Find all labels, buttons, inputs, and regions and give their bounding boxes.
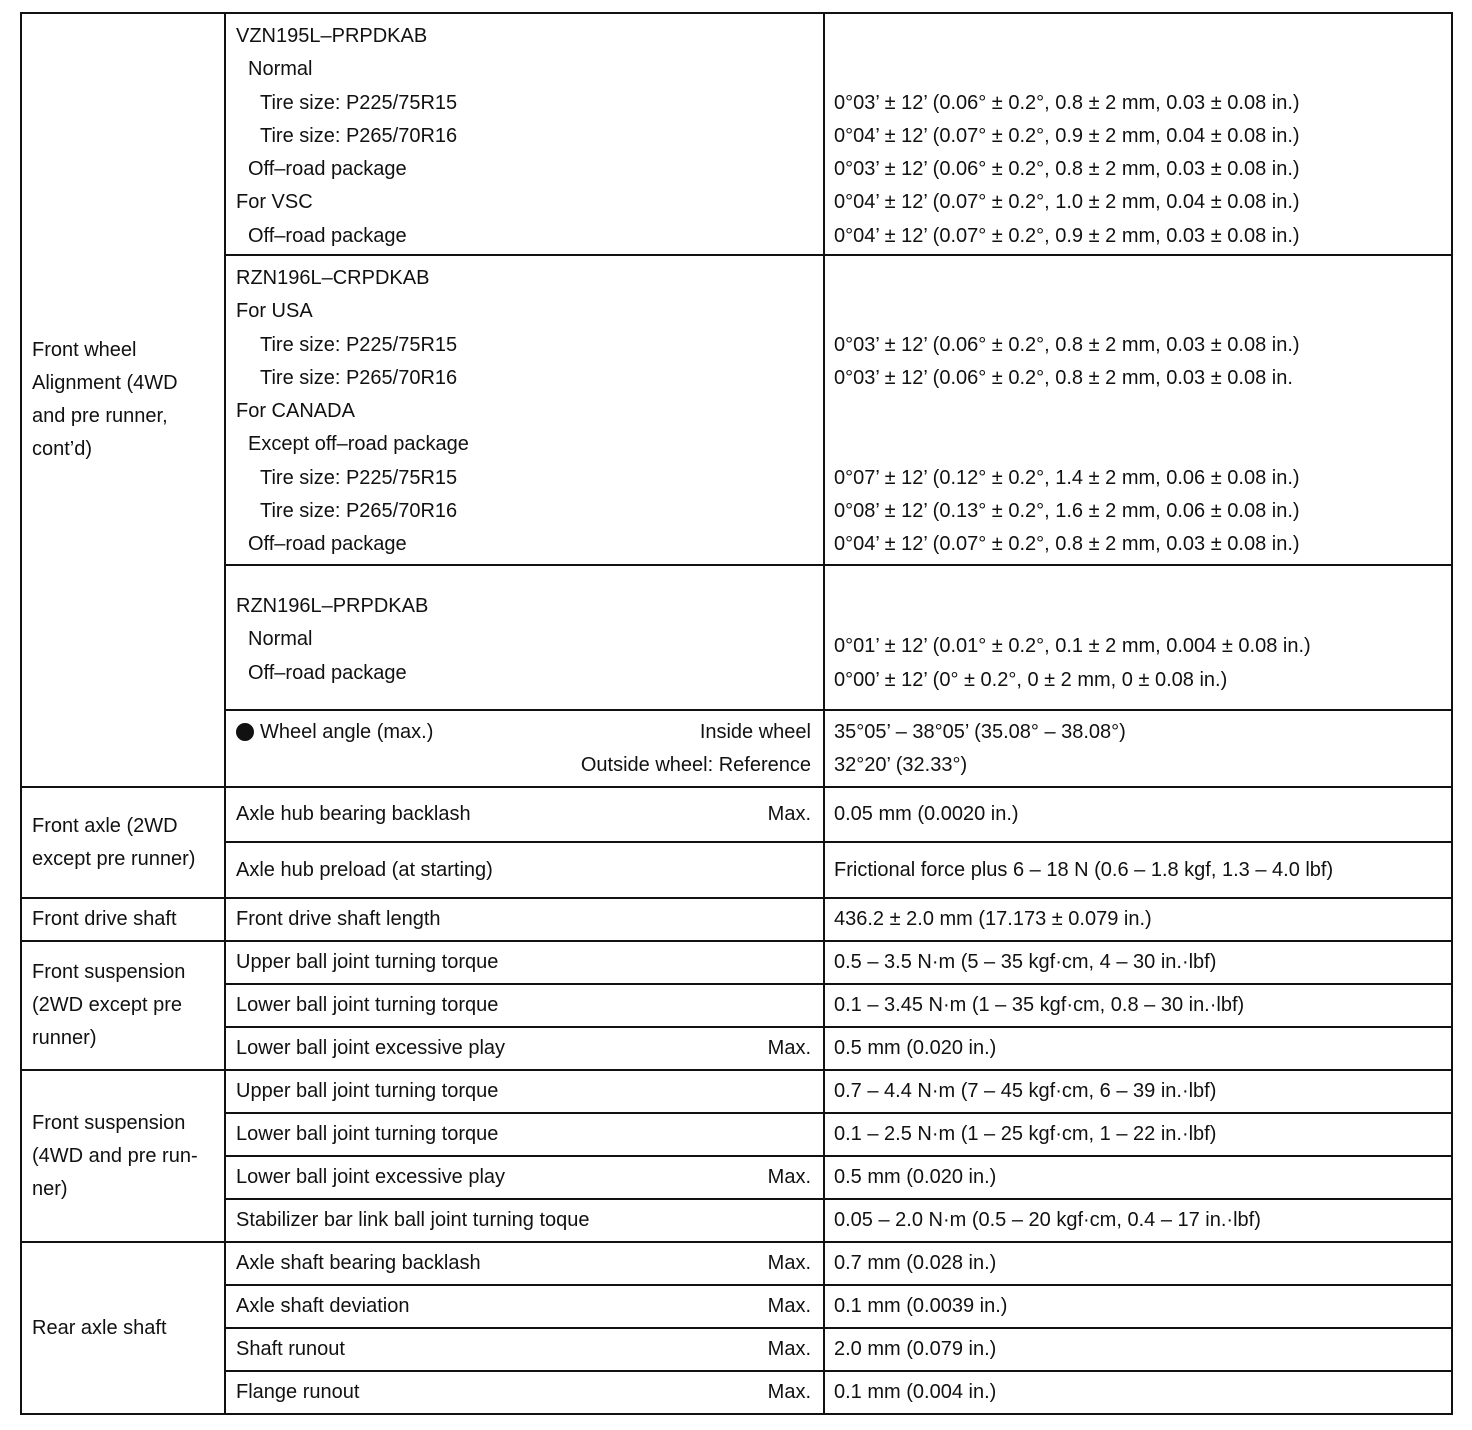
item-wrap [226, 951, 823, 974]
item-cell [225, 1328, 824, 1371]
group3-value-offroad: 0°00’ ± 12’ (0° ± 0.2°, 0 ± 2 mm, 0 ± 0.08 in.) [834, 668, 1228, 691]
value-cell: 0.7 – 4.4 N·m (7 – 45 kgf·cm, 6 – 39 in.·lbf) [824, 1070, 1452, 1113]
alignment-group-3-values [824, 565, 1452, 710]
item-cell [225, 787, 824, 842]
group3-model: RZN196L–PRPDKAB [236, 595, 429, 617]
item-limit: Max. [767, 1166, 811, 1188]
alignment-label: Tire size: P225/75R15 [260, 466, 458, 489]
item-cell [225, 898, 824, 941]
item-wrap [226, 859, 823, 882]
outside-wheel-value: 32°20’ (32.33°) [834, 753, 968, 776]
item-cell [225, 941, 824, 984]
alignment-label: RZN196L–CRPDKAB [236, 267, 430, 289]
item-name: Upper ball joint turning torque [236, 1080, 499, 1102]
wheel-angle-outside-row [226, 749, 823, 782]
value-cell: 0.5 mm (0.020 in.) [824, 1027, 1452, 1070]
category-front-wheel-alignment: Front wheel Alignment (4WD and pre runner, cont’d) [21, 13, 225, 787]
alignment-label: Off–road package [248, 158, 407, 181]
alignment-label: Tire size: P265/70R16 [260, 124, 458, 147]
item-wrap [226, 1381, 823, 1404]
item-limit: Max. [767, 1037, 811, 1059]
alignment-label: Tire size: P265/70R16 [260, 500, 458, 523]
alignment-value: 0°03’ ± 12’ (0.06° ± 0.2°, 0.8 ± 2 mm, 0.03 ± 0.08 in.) [834, 158, 1300, 181]
item-wrap [226, 1123, 823, 1146]
spec-row [21, 1285, 1452, 1328]
alignment-label: Normal [248, 58, 313, 81]
wheel-angle-inside-row [226, 716, 823, 749]
alignment-group-3-labels [225, 565, 824, 710]
item-name: Lower ball joint turning torque [236, 1123, 499, 1145]
wheel-angle-values [824, 710, 1452, 787]
alignment-value [825, 295, 1451, 328]
value-cell: 0.05 – 2.0 N·m (0.5 – 20 kgf·cm, 0.4 – 17 in.·lbf) [824, 1199, 1452, 1242]
section-category: Front axle (2WD except pre runner) [21, 787, 225, 898]
alignment-label: Except off–road package [248, 433, 469, 456]
wheel-angle-label: Wheel angle (max.) [260, 720, 434, 743]
group-labels [226, 20, 823, 253]
item-name: Lower ball joint excessive play [236, 1166, 506, 1188]
item-cell [225, 1156, 824, 1199]
wheel-angle-label-wrap [236, 716, 433, 749]
spec-row [21, 1328, 1452, 1371]
item-name: Front drive shaft length [236, 908, 441, 930]
spec-row [21, 1199, 1452, 1242]
alignment-label: Off–road package [248, 224, 407, 247]
alignment-group-3-row [21, 565, 1452, 710]
alignment-value: 0°04’ ± 12’ (0.07° ± 0.2°, 0.9 ± 2 mm, 0.03 ± 0.08 in.) [834, 224, 1300, 247]
item-wrap [226, 908, 823, 931]
item-wrap [226, 803, 823, 826]
item-name: Flange runout [236, 1381, 360, 1403]
item-cell [225, 1285, 824, 1328]
value-cell: 0.1 mm (0.004 in.) [824, 1371, 1452, 1414]
item-cell [225, 1199, 824, 1242]
spec-row [21, 842, 1452, 898]
group-values [825, 262, 1451, 562]
item-limit: Max. [767, 1338, 811, 1360]
section-category: Front suspension (4WD and pre run- ner) [21, 1070, 225, 1242]
alignment-group-1-row [21, 13, 1452, 255]
section-category: Front drive shaft [21, 898, 225, 941]
alignment-value: 0°03’ ± 12’ (0.06° ± 0.2°, 0.8 ± 2 mm, 0.03 ± 0.08 in. [834, 366, 1293, 389]
alignment-label: VZN195L–PRPDKAB [236, 25, 428, 47]
item-cell [225, 1371, 824, 1414]
inside-wheel-value: 35°05’ – 38°05’ (35.08° – 38.08°) [834, 720, 1126, 743]
alignment-value [825, 262, 1451, 295]
alignment-label: Tire size: P225/75R15 [260, 333, 458, 356]
item-name: Stabilizer bar link ball joint turning toque [236, 1209, 590, 1231]
alignment-group-2-labels [225, 255, 824, 565]
spec-row [21, 787, 1452, 842]
item-name: Lower ball joint excessive play [236, 1037, 506, 1059]
value-cell: 0.7 mm (0.028 in.) [824, 1242, 1452, 1285]
alignment-value [825, 20, 1451, 53]
spec-row [21, 984, 1452, 1027]
value-cell: 0.1 – 2.5 N·m (1 – 25 kgf·cm, 1 – 22 in.·lbf) [824, 1113, 1452, 1156]
spec-row [21, 1371, 1452, 1414]
alignment-value: 0°04’ ± 12’ (0.07° ± 0.2°, 0.9 ± 2 mm, 0.04 ± 0.08 in.) [834, 124, 1300, 147]
spec-row [21, 1156, 1452, 1199]
item-name: Axle shaft bearing backlash [236, 1252, 481, 1274]
item-name: Axle shaft deviation [236, 1295, 410, 1317]
item-limit: Max. [767, 803, 811, 825]
value-cell: 0.05 mm (0.0020 in.) [824, 787, 1452, 842]
item-name: Upper ball joint turning torque [236, 951, 499, 973]
value-cell: 0.5 – 3.5 N·m (5 – 35 kgf·cm, 4 – 30 in.·lbf) [824, 941, 1452, 984]
spec-row [21, 1070, 1452, 1113]
item-name: Axle hub bearing backlash [236, 803, 471, 825]
group3-value-normal: 0°01’ ± 12’ (0.01° ± 0.2°, 0.1 ± 2 mm, 0.004 ± 0.08 in.) [834, 635, 1311, 658]
alignment-value: 0°03’ ± 12’ (0.06° ± 0.2°, 0.8 ± 2 mm, 0.03 ± 0.08 in.) [834, 91, 1300, 114]
group3-normal: Normal [248, 628, 313, 651]
alignment-value: 0°04’ ± 12’ (0.07° ± 0.2°, 1.0 ± 2 mm, 0.04 ± 0.08 in.) [834, 191, 1300, 214]
alignment-group-2-row [21, 255, 1452, 565]
wheel-angle-labels [225, 710, 824, 787]
spec-table-body [21, 13, 1452, 1414]
alignment-value: 0°07’ ± 12’ (0.12° ± 0.2°, 1.4 ± 2 mm, 0.06 ± 0.08 in.) [834, 466, 1300, 489]
spec-row [21, 1113, 1452, 1156]
item-cell [225, 1113, 824, 1156]
item-wrap [226, 1080, 823, 1103]
alignment-label: For CANADA [236, 400, 355, 423]
item-cell [225, 1070, 824, 1113]
alignment-label: For USA [236, 300, 313, 323]
item-name: Axle hub preload (at starting) [236, 858, 493, 881]
item-limit: Max. [767, 1295, 811, 1317]
alignment-value [825, 428, 1451, 461]
value-cell: 436.2 ± 2.0 mm (17.173 ± 0.079 in.) [824, 898, 1452, 941]
alignment-group-1-labels [225, 13, 824, 255]
item-wrap [226, 1166, 823, 1189]
item-name: Shaft runout [236, 1338, 345, 1360]
group-labels [226, 262, 823, 562]
spec-row [21, 1242, 1452, 1285]
value-cell: 0.5 mm (0.020 in.) [824, 1156, 1452, 1199]
item-limit: Max. [767, 1252, 811, 1274]
item-wrap [226, 1252, 823, 1275]
spec-row [21, 898, 1452, 941]
value-cell: 0.1 – 3.45 N·m (1 – 35 kgf·cm, 0.8 – 30 in.·lbf) [824, 984, 1452, 1027]
value-cell: 0.1 mm (0.0039 in.) [824, 1285, 1452, 1328]
outside-wheel-label: Outside wheel: Reference [580, 753, 811, 776]
alignment-value: 0°03’ ± 12’ (0.06° ± 0.2°, 0.8 ± 2 mm, 0.03 ± 0.08 in.) [834, 333, 1300, 356]
section-category: Rear axle shaft [21, 1242, 225, 1414]
group-values [825, 20, 1451, 253]
item-wrap [226, 1295, 823, 1318]
alignment-group-1-values [824, 13, 1452, 255]
wheel-angle-row [21, 710, 1452, 787]
alignment-label: Tire size: P265/70R16 [260, 366, 458, 389]
item-cell [225, 1242, 824, 1285]
spec-row [21, 1027, 1452, 1070]
item-limit: Max. [767, 1381, 811, 1403]
item-wrap [226, 994, 823, 1017]
alignment-label: Tire size: P225/75R15 [260, 91, 458, 114]
alignment-label: For VSC [236, 191, 313, 214]
item-cell [225, 842, 824, 898]
item-wrap [226, 1209, 823, 1232]
value-cell: Frictional force plus 6 – 18 N (0.6 – 1.8 kgf, 1.3 – 4.0 lbf) [824, 842, 1452, 898]
alignment-value: 0°04’ ± 12’ (0.07° ± 0.2°, 0.8 ± 2 mm, 0.03 ± 0.08 in.) [834, 533, 1300, 556]
alignment-value: 0°08’ ± 12’ (0.13° ± 0.2°, 1.6 ± 2 mm, 0.06 ± 0.08 in.) [834, 500, 1300, 523]
item-name: Lower ball joint turning torque [236, 994, 499, 1016]
item-wrap [226, 1338, 823, 1361]
section-category: Front suspension (2WD except pre runner) [21, 941, 225, 1070]
value-cell: 2.0 mm (0.079 in.) [824, 1328, 1452, 1371]
group3-offroad: Off–road package [248, 661, 407, 684]
alignment-value [825, 53, 1451, 86]
spec-row [21, 941, 1452, 984]
item-wrap [226, 1037, 823, 1060]
alignment-label: Off–road package [248, 533, 407, 556]
alignment-group-2-values [824, 255, 1452, 565]
inside-wheel-label: Inside wheel [699, 720, 811, 743]
item-cell [225, 1027, 824, 1070]
alignment-value [825, 395, 1451, 428]
spec-table [20, 12, 1453, 1415]
item-cell [225, 984, 824, 1027]
bullet-icon [236, 723, 254, 741]
